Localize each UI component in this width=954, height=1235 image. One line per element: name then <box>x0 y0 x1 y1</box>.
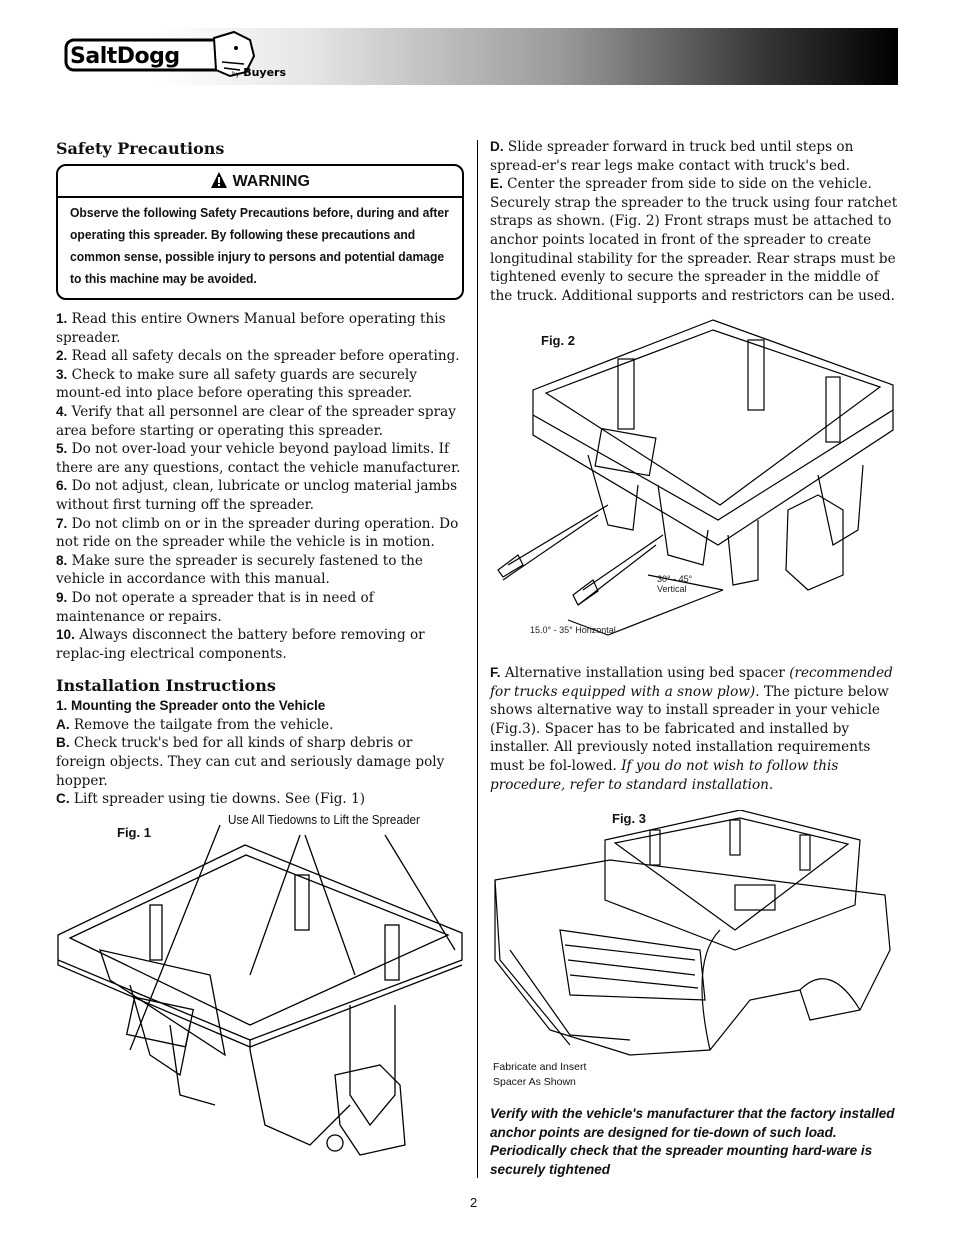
safety-item: 10. Always disconnect the battery before removing or replac-ing electrical components. <box>56 627 425 662</box>
safety-item: 8. Make sure the spreader is securely fastened to the vehicle in accordance with this manual. <box>56 552 423 588</box>
fig3-callout-line1: Fabricate and Insert <box>493 1061 587 1073</box>
fig1-label: Fig. 1 <box>117 825 151 840</box>
header-banner <box>56 28 898 85</box>
install-section <box>56 675 464 809</box>
safety-item: 1. Read this entire Owners Manual before operating this spreader. <box>56 311 446 346</box>
safety-item: 9. Do not operate a spreader that is in need of maintenance or repairs. <box>56 589 374 625</box>
fig3-truck-bed-drawing <box>490 810 900 1060</box>
install-title: Installation Instructions <box>56 676 276 696</box>
fig2-label: Fig. 2 <box>541 333 575 348</box>
install-step: A. Remove the tailgate from the vehicle. <box>56 716 334 733</box>
step-f-text: F. Alternative installation using bed spacer (recommended for trucks equipped with a snow plow). The picture below shows alternative way to install spreader in your vehicle (Fig.3). Spacer has to be fabricated and installed by installer. All previously noted installation requirements must be fol-lowed. If you do not wish to follow this procedure, refer to standard installation. <box>490 665 893 793</box>
right-column <box>490 138 900 305</box>
warning-heading <box>58 168 462 192</box>
step-d: D. Slide spreader forward in truck bed until steps on spread-er's rear legs make contact with truck's bed. <box>490 139 854 174</box>
safety-list <box>56 310 464 663</box>
brand-maker-name: Buyers <box>243 66 287 79</box>
brand-name: SaltDogg <box>70 44 180 69</box>
fig2-horizontal-angle: 15.0° - 35° Horizontal <box>530 625 616 635</box>
step-f <box>490 664 900 794</box>
fig2-spreader-drawing <box>488 315 898 645</box>
brand-by: by <box>232 71 240 78</box>
warning-rule <box>58 196 462 198</box>
mounting-note: Verify with the vehicle's manufacturer that the factory installed anchor points are designed for tie-down of such load. Periodically check that the spreader mounting hard-ware is securely tightened <box>490 1106 895 1177</box>
fig1-spreader-drawing <box>50 825 470 1185</box>
left-column <box>56 138 464 809</box>
install-subtitle: 1. Mounting the Spreader onto the Vehicle <box>56 698 326 714</box>
fig3-label: Fig. 3 <box>612 811 646 826</box>
column-divider <box>477 140 478 1178</box>
fig2-vertical-label: Vertical <box>657 584 687 594</box>
warning-text: Observe the following Safety Precautions before, during and after operating this spreader. By following these precautions and common sense, possible injury to persons and potential damage to this machine may be avoided. <box>70 205 449 286</box>
safety-item: 3. Check to make sure all safety guards are securely mount-ed into place before operating this spreader. <box>56 366 417 402</box>
safety-title: Safety Precautions <box>56 139 225 158</box>
fig3-callout-line2: Spacer As Shown <box>493 1076 576 1088</box>
install-step: C. Lift spreader using tie downs. See (Fig. 1) <box>56 791 366 808</box>
brand-maker <box>232 66 286 79</box>
safety-item: 5. Do not over-load your vehicle beyond payload limits. If there are any questions, contact the vehicle manufacturer. <box>56 441 461 476</box>
warning-triangle-icon <box>210 171 228 189</box>
safety-item: 7. Do not climb on or in the spreader during operation. Do not ride on the spreader while the vehicle is in motion. <box>56 515 459 551</box>
fig2-vertical-angle: 30° - 45° <box>657 574 693 584</box>
safety-item: 4. Verify that all personnel are clear of the spreader spray area before starting or operating this spreader. <box>56 403 456 439</box>
safety-item: 2. Read all safety decals on the spreader before operating. <box>56 348 460 365</box>
warning-box <box>56 164 464 300</box>
safety-item: 6. Do not adjust, clean, lubricate or unclog material jambs without first turning off the spreader. <box>56 478 458 513</box>
install-step: B. Check truck's bed for all kinds of sharp debris or foreign objects. They can cut and seriously damage poly hopper. <box>56 735 445 789</box>
step-e: E. Center the spreader from side to side on the vehicle. Securely strap the spreader to the truck using four ratchet straps as shown. (Fig. 2) Front straps must be attached to anchor points located in front of the spreader to create longitudinal stability for the spreader. Rear straps must be tightened evenly to secure the spreader in the middle of the truck. Additional supports and restrictors can be used. <box>490 176 898 304</box>
fig1-callout: Use All Tiedowns to Lift the Spreader <box>228 812 420 827</box>
page-number: 2 <box>470 1195 478 1210</box>
warning-title: WARNING <box>232 173 310 190</box>
